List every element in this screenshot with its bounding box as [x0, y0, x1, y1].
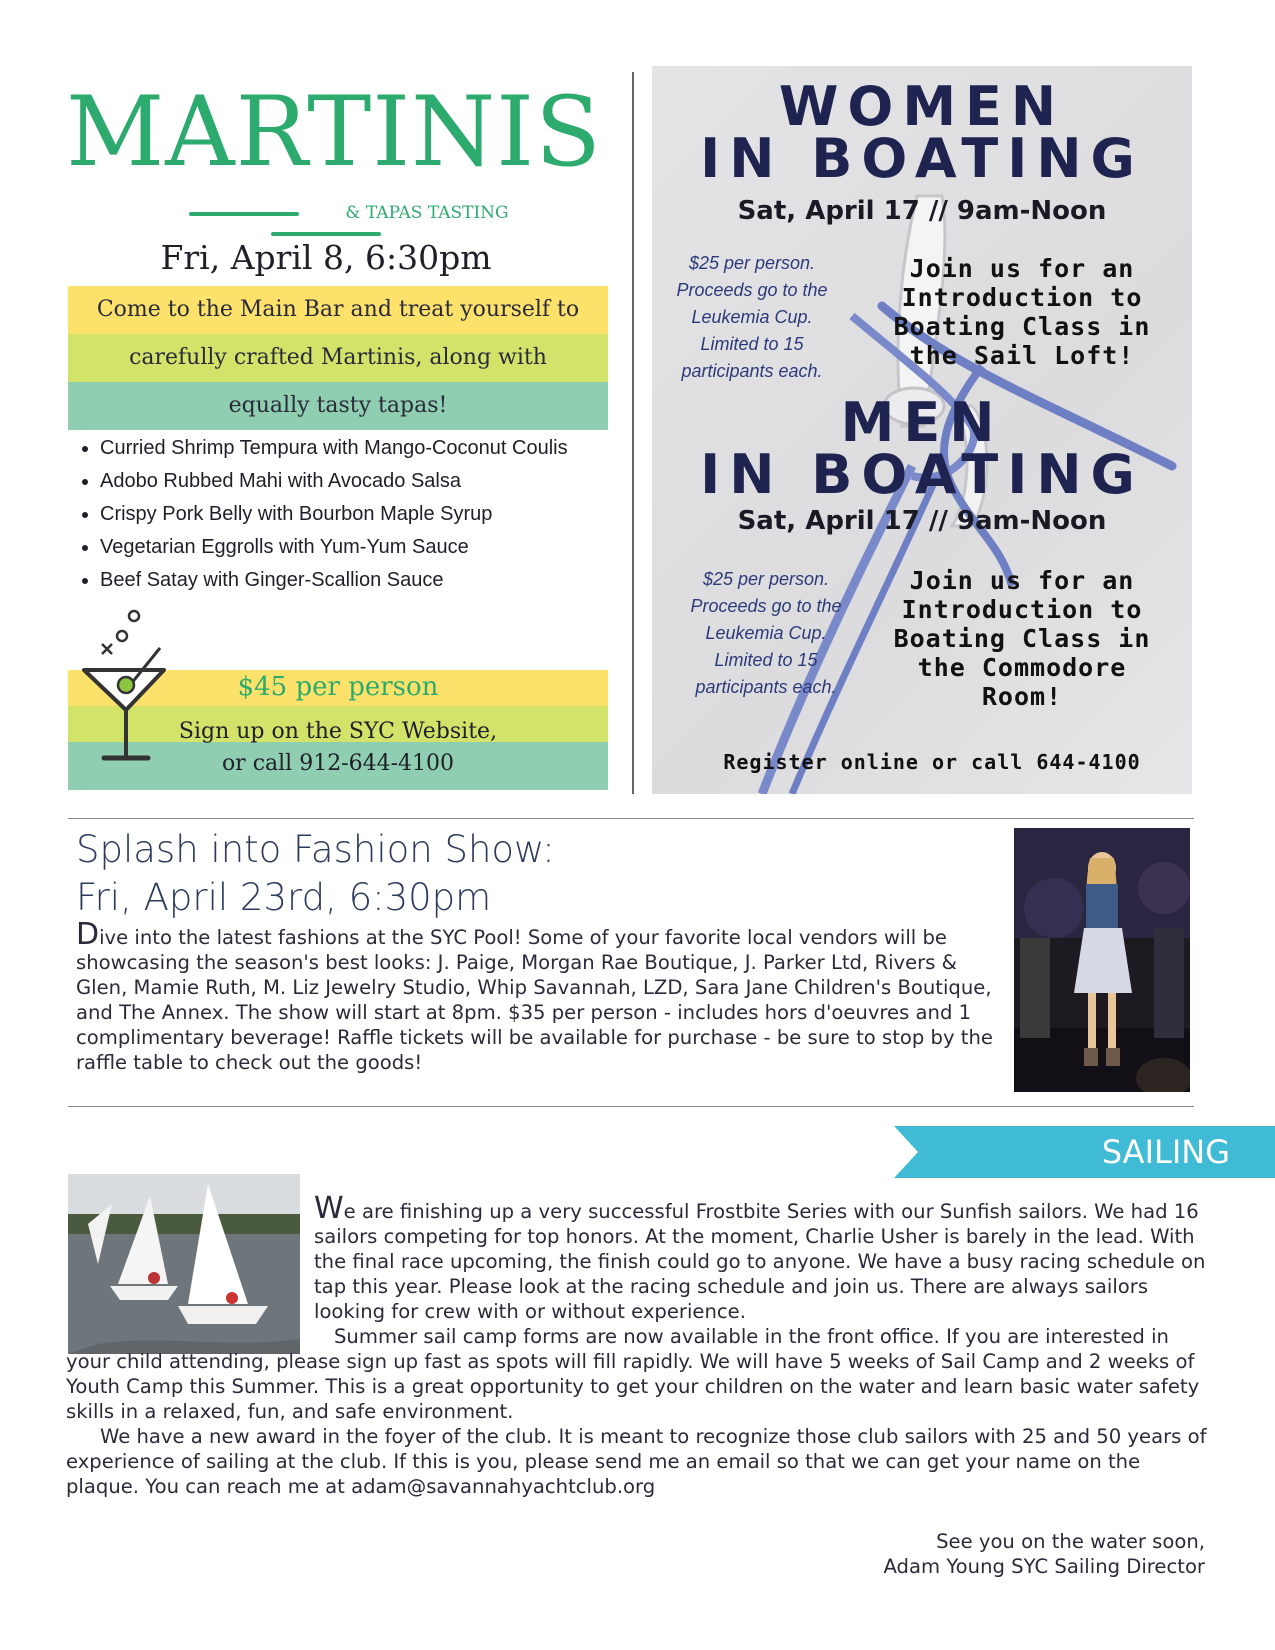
men-join-line: Boating Class in	[893, 624, 1151, 653]
martinis-band-2: carefully crafted Martinis, along with	[68, 334, 608, 382]
men-join-line: Introduction to	[901, 595, 1143, 624]
women-note	[652, 250, 852, 385]
menu-item: • Crispy Pork Belly with Bourbon Maple Syrup	[100, 498, 640, 531]
men-title-line1: MEN	[840, 391, 1004, 454]
men-join-text	[852, 566, 1192, 711]
martinis-signup-line1: Sign up on the SYC Website,	[178, 719, 498, 744]
tapas-menu-list	[76, 432, 640, 597]
section-divider-bottom	[68, 1106, 1194, 1107]
martinis-band-3: equally tasty tapas!	[68, 382, 608, 430]
section-divider-top	[68, 818, 1194, 819]
boating-register-text: Register online or call 644-4100	[723, 750, 1141, 774]
men-title-line2: IN BOATING	[700, 443, 1144, 506]
sailing-paragraph-1	[314, 1191, 1216, 1324]
left-brush-divider	[189, 212, 299, 216]
menu-item: • Curried Shrimp Tempura with Mango-Coconut Coulis	[100, 432, 640, 465]
women-title-line2: IN BOATING	[700, 127, 1144, 190]
sailing-drop-cap: W	[314, 1191, 344, 1226]
menu-item: • Adobo Rubbed Mahi with Avocado Salsa	[100, 465, 640, 498]
fashion-body-text: ive into the latest fashions at the SYC Pool! Some of your favorite local vendors will be showcasing the season's best looks: J. Paige, Morgan Rae Boutique, J. Parker Ltd, Rivers & Glen, Mamie Ruth, M. Liz Jewelry Studio, Whip Savannah, LZD, Sara Jane Children's Boutique, and The Annex. The show will start at 8pm. $35 per person - includes hors d'oeuvres and 1 complimentary beverage! Raffle tickets will be available for purchase - be sure to stop by the raffle table to check out the goods!	[76, 926, 993, 1074]
men-date: Sat, April 17 // 9am-Noon	[737, 506, 1107, 536]
women-join-line: Introduction to	[901, 283, 1143, 312]
men-note-line: Leukemia Cup.	[705, 623, 827, 643]
signature-line2: Adam Young SYC Sailing Director	[883, 1555, 1205, 1578]
men-join-line: Room!	[981, 682, 1063, 711]
sailing-paragraph-3: We have a new award in the foyer of the club. It is meant to recognize those club sailors with 25 and 50 years of experience of sailing at the club. If this is you, please send me an email so that we can get your name on the plaque. You can reach me at adam@savannahyachtclub.org	[66, 1425, 1207, 1498]
martinis-subtitle-text: & TAPAS TASTING	[345, 203, 509, 223]
fashion-title-line2: Fri, April 23rd, 6:30pm	[76, 876, 492, 919]
women-note-line: Proceeds go to the	[676, 280, 828, 300]
women-title-line1: WOMEN	[778, 75, 1066, 138]
sailing-p1-text: e are finishing up a very successful Frostbite Series with our Sunfish sailors. We had 16 sailors competing for top honors. At the moment, Charlie Usher is barely in the lead. With the final race upcoming, the finish could go to anyone. We have a busy racing schedule on tap this year. Please look at the racing schedule and join us. There are always sailors looking for crew with or without experience.	[314, 1200, 1206, 1323]
fashion-body	[76, 917, 1006, 1075]
women-note-line: $25 per person.	[688, 253, 816, 273]
sailing-body	[66, 1191, 1216, 1499]
sailing-tag-text: SAILING	[1101, 1133, 1230, 1171]
martinis-band-1: Come to the Main Bar and treat yourself to	[68, 286, 608, 334]
menu-item: • Beef Satay with Ginger-Scallion Sauce	[100, 564, 640, 597]
women-join-line: the Sail Loft!	[909, 341, 1135, 370]
women-note-line: Limited to 15	[700, 334, 804, 354]
martinis-price: $45 per person	[237, 672, 439, 702]
sailing-signature	[700, 1529, 1205, 1579]
martinis-date: Fri, April 8, 6:30pm	[160, 238, 492, 277]
boating-panel	[652, 66, 1192, 794]
men-join-line: Join us for an	[909, 566, 1135, 595]
men-note	[666, 566, 866, 701]
men-note-line: $25 per person.	[702, 569, 830, 589]
martinis-title: MARTINIS	[66, 76, 602, 188]
men-join-line: the Commodore	[917, 653, 1127, 682]
women-join-text	[852, 254, 1192, 370]
women-note-line: Leukemia Cup.	[691, 307, 813, 327]
fashion-title	[76, 826, 996, 922]
women-note-line: participants each.	[681, 361, 823, 381]
menu-item: • Vegetarian Eggrolls with Yum-Yum Sauce	[100, 531, 640, 564]
fashion-title-line1: Splash into Fashion Show:	[76, 828, 555, 871]
martini-glass-icon	[74, 608, 174, 768]
men-note-line: Limited to 15	[714, 650, 818, 670]
signature-line1: See you on the water soon,	[936, 1530, 1205, 1553]
fashion-show-photo	[1014, 828, 1190, 1092]
women-date: Sat, April 17 // 9am-Noon	[737, 196, 1107, 226]
women-join-line: Join us for an	[909, 254, 1135, 283]
men-note-line: Proceeds go to the	[690, 596, 842, 616]
women-join-line: Boating Class in	[893, 312, 1151, 341]
martinis-subtitle	[66, 203, 586, 243]
column-divider	[632, 72, 634, 794]
fashion-drop-cap: D	[76, 917, 100, 952]
martinis-signup-line2: or call 912-644-4100	[221, 751, 455, 776]
sailing-paragraph-2: Summer sail camp forms are now available in the front office. If you are interested in your child attending, please sign up fast as spots will fill rapidly. We will have 5 weeks of Sail Camp and 2 weeks of Youth Camp this Summer. This is a great opportunity to get your children on the water and learn basic water safety skills in a relaxed, fun, and safe environment.	[66, 1325, 1200, 1423]
men-note-line: participants each.	[695, 677, 837, 697]
right-brush-divider	[271, 232, 381, 236]
